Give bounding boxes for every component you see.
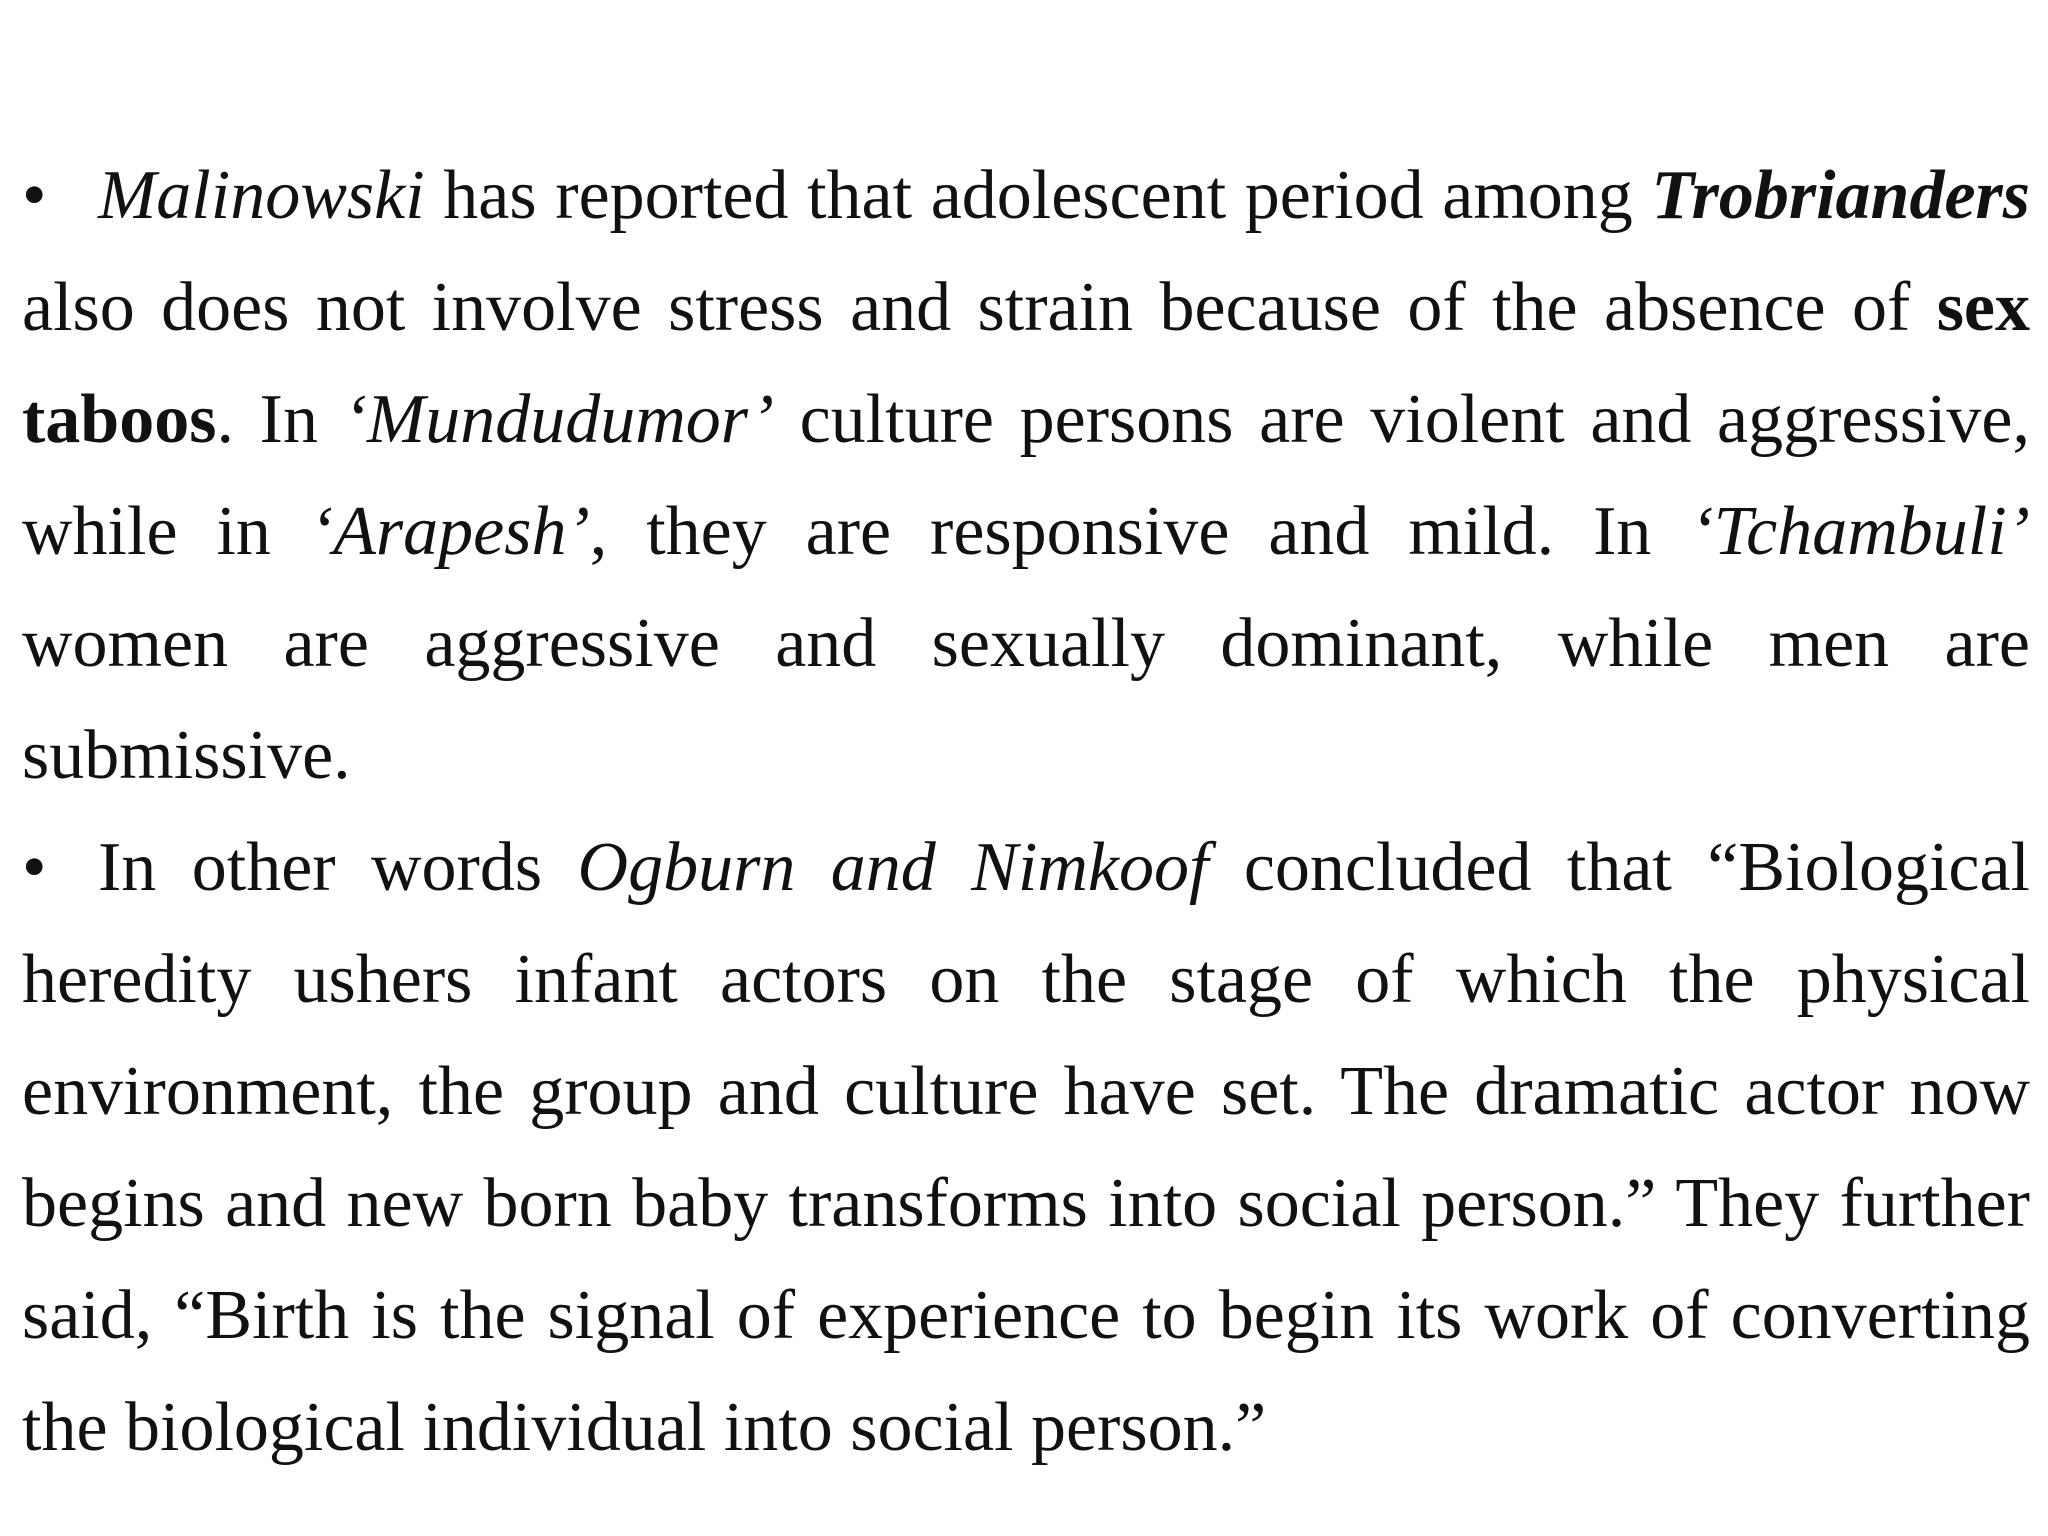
emphasis-term: sex taboos [22, 269, 2030, 458]
text-segment: concluded that “Biological heredity ushers infant actors on the stage of which the physical environment, the group and culture have set. The dramatic actor now begins and new born baby transforms into social person.” They further said, “Birth is the signal of experience to begin its work of converting the biological individual into social person.” [22, 829, 2030, 1466]
bullet-marker: • [22, 157, 47, 234]
emphasis-term: Trobrianders [1651, 157, 2030, 234]
bullet-malinowski [22, 140, 2030, 812]
culture-name: ‘Arapesh’ [309, 493, 590, 570]
author-name: Ogburn and Nimkoof [577, 829, 1209, 906]
text-segment: culture persons are violent and aggressive, while in [22, 381, 2031, 570]
text-segment: women are aggressive and sexually dominant, while men are submissive. [22, 605, 2030, 794]
text-segment: In other words [98, 829, 578, 906]
author-name: Malinowski [98, 157, 425, 234]
culture-name: ‘Mundudumor’ [343, 381, 774, 458]
bullet-marker: • [22, 829, 47, 906]
text-segment: also does not involve stress and strain because of the absence of [22, 269, 1937, 346]
text-segment: , they are responsive and mild. In [589, 493, 1691, 570]
slide-body [22, 140, 2030, 1484]
text-segment: . In [216, 381, 344, 458]
culture-name: ‘Tchambuli’ [1690, 493, 2030, 570]
bullet-ogburn-nimkoof [22, 812, 2030, 1484]
text-segment: has reported that adolescent period among [424, 157, 1652, 234]
